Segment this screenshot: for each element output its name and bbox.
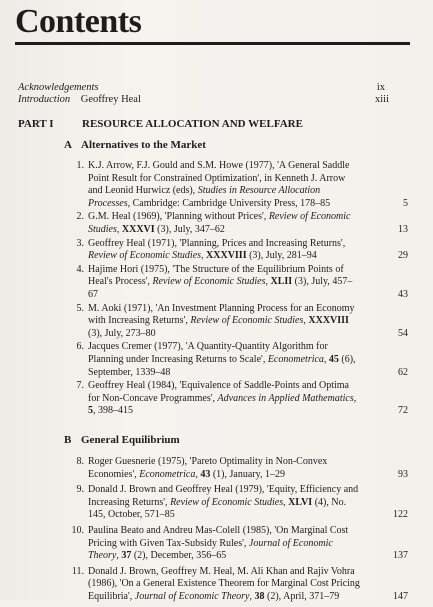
volume-number: 37 (121, 550, 132, 562)
citation-text: (4), No. 145, October, 571–85 (88, 496, 347, 521)
entry-page-number: 93 (398, 468, 408, 480)
entry-page-number: 137 (393, 550, 408, 562)
citation-text: G.M. Heal (1969), 'Planning without Prices', (88, 211, 269, 223)
entry-number: 7. (76, 380, 84, 392)
citation-text: Jacques Cremer (1977), 'A Quantity-Quantity Algorithm for Planning under Increasing Returns to Scale', (88, 341, 328, 365)
introduction-author: Geoffrey Heal (80, 94, 141, 105)
entry-citation (88, 380, 360, 418)
publication-title: Review of Economic Studies (190, 315, 304, 327)
citation-text: (3), July, 281–94 (246, 250, 317, 262)
entry-citation (88, 211, 360, 236)
entry-citation (88, 484, 360, 522)
publication-title: Journal of Economic Theory (134, 590, 250, 602)
introduction-line (18, 94, 141, 106)
citation-text: , (116, 550, 122, 562)
section-letter: B (64, 434, 72, 446)
citation-text: Paulina Beato and Andreu Mas-Colell (1985), 'On Marginal Cost Pricing with Given Tax-Subsidy Rules', (88, 524, 349, 549)
publication-title: Review of Economic Studies (88, 211, 351, 235)
toc-entry (70, 341, 410, 379)
volume-number: XXXVIII (308, 315, 349, 327)
toc-entry (70, 456, 410, 481)
toc-entry (70, 525, 410, 563)
citation-text: , (201, 250, 207, 262)
entry-page-number: 122 (393, 509, 408, 521)
publication-title: Advances in Applied Mathematics (217, 392, 354, 404)
citation-text: , (249, 590, 255, 602)
volume-number: XXXVIII (206, 250, 247, 262)
entry-number: 11. (71, 565, 84, 577)
section-title: General Equilibrium (81, 434, 180, 446)
volume-number: 5 (88, 405, 93, 417)
publication-title: Review of Economic Studies (152, 276, 266, 288)
citation-text: Donald J. Brown, Geoffrey M. Heal, M. Ali Khan and Rajiv Vohra (1986), 'On a General Existence Theorem for Marginal Cost Pricing Equilibria', (88, 565, 360, 602)
citation-text: (2), December, 356–65 (131, 550, 227, 562)
citation-text: , (116, 223, 122, 235)
entry-page-number: 43 (398, 288, 408, 300)
entry-number: 5. (76, 302, 84, 314)
entry-page-number: 29 (398, 250, 408, 262)
entry-citation (88, 264, 360, 302)
section-heading (64, 434, 180, 446)
front-row (18, 82, 403, 106)
entry-citation (88, 341, 360, 379)
toc-entry (70, 484, 410, 522)
citation-text: , (195, 468, 201, 480)
citation-text: , (265, 276, 271, 288)
entry-number: 8. (76, 456, 84, 467)
volume-number: XLVI (288, 496, 313, 508)
toc-entry (70, 211, 410, 236)
entry-citation (88, 238, 360, 263)
part-number: PART I (18, 118, 54, 130)
entry-number: 6. (76, 341, 84, 353)
entry-citation (88, 566, 360, 604)
publication-title: Review of Economic Studies (170, 496, 284, 508)
citation-text: Geoffrey Heal (1984), 'Equivalence of Saddle-Points and Optima for Non-Concave Programmes', (88, 380, 349, 404)
section-heading (64, 139, 206, 151)
citation-text: (2), April, 371–79 (264, 590, 340, 602)
volume-number: 45 (328, 353, 339, 365)
toc-entry (70, 238, 410, 263)
entry-citation (88, 303, 360, 341)
entry-citation (88, 456, 360, 481)
acknowledgements-label: Acknowledgements (18, 82, 99, 93)
publication-title: Journal of Economic Theory (88, 537, 333, 562)
citation-text: K.J. Arrow, F.J. Gould and S.M. Howe (1977), 'A General Saddle Point Result for Constrained Optimization', in Kenneth J. Arrow and Leonid Hurwicz (eds), (88, 160, 350, 197)
front-matter (18, 82, 403, 106)
entry-page-number: 54 (398, 327, 408, 339)
section-entries (70, 160, 410, 419)
citation-text: , (303, 315, 309, 327)
entry-number: 9. (76, 484, 84, 496)
citation-text: (3), July, 347–62 (154, 223, 225, 235)
citation-text: Donald J. Brown and Geoffrey Heal (1979), 'Equity, Efficiency and Increasing Returns', (88, 484, 359, 508)
page-title: Contents (15, 3, 142, 40)
citation-text: (3), July, 273–80 (88, 327, 156, 339)
volume-number: XLII (270, 276, 293, 288)
section-entries (70, 456, 410, 607)
publication-title: Review of Economic Studies (88, 250, 202, 262)
entry-number: 2. (76, 211, 84, 223)
citation-text: Roger Guesnerie (1975), 'Pareto Optimality in Non-Convex Economies', (88, 456, 328, 480)
citation-text: , 398–415 (93, 405, 133, 417)
citation-text: , (283, 496, 289, 508)
citation-text: (3), July, 457–67 (88, 276, 353, 300)
citation-text: (1), January, 1–29 (210, 468, 285, 480)
publication-title: Econometrica (139, 468, 196, 480)
toc-entry (70, 303, 410, 341)
title-rule (15, 42, 410, 45)
entry-page-number: 147 (393, 590, 408, 602)
toc-entry (70, 566, 410, 604)
volume-number: 38 (254, 590, 265, 602)
volume-number: 43 (200, 468, 211, 480)
citation-text: Geoffrey Heal (1971), 'Planning, Prices and Increasing Returns', (88, 237, 346, 249)
entry-page-number: 72 (398, 405, 408, 417)
section-letter: A (64, 139, 72, 151)
citation-text: M. Aoki (1971), 'An Investment Planning Process for an Economy with Increasing Returns', (88, 302, 355, 327)
section-title: Alternatives to the Market (81, 139, 206, 151)
entry-number: 1. (76, 160, 84, 171)
entry-page-number: 62 (398, 366, 408, 378)
toc-entry (70, 380, 410, 418)
entry-number: 3. (76, 237, 84, 249)
citation-text: Hajime Hori (1975), 'The Structure of the Equilibrium Points of Heal's Process', (88, 263, 344, 288)
part-title: RESOURCE ALLOCATION AND WELFARE (82, 118, 303, 130)
citation-text: , (353, 392, 357, 404)
entry-citation (88, 525, 360, 563)
volume-number: XXXVI (121, 223, 155, 235)
front-labels (18, 82, 141, 106)
toc-entry (70, 264, 410, 302)
citation-text: , (323, 353, 329, 365)
entry-number: 10. (71, 524, 84, 536)
part-heading (18, 118, 408, 130)
front-pages (375, 82, 403, 106)
entry-citation (88, 160, 360, 210)
introduction-label: Introduction (18, 94, 71, 105)
citation-text: , Cambridge: Cambridge University Press, 178–85 (127, 197, 331, 209)
entry-page-number: 5 (403, 197, 408, 209)
entry-number: 4. (76, 263, 84, 275)
publication-title: Econometrica (267, 353, 324, 365)
toc-entry (70, 160, 410, 210)
ack-page: ix (376, 82, 385, 93)
citation-text: (6), September, 1339–48 (88, 353, 356, 378)
publication-title: Studies in Resource Allocation Processes (88, 185, 321, 209)
intro-page: xiii (374, 94, 389, 105)
entry-page-number: 13 (398, 223, 408, 235)
